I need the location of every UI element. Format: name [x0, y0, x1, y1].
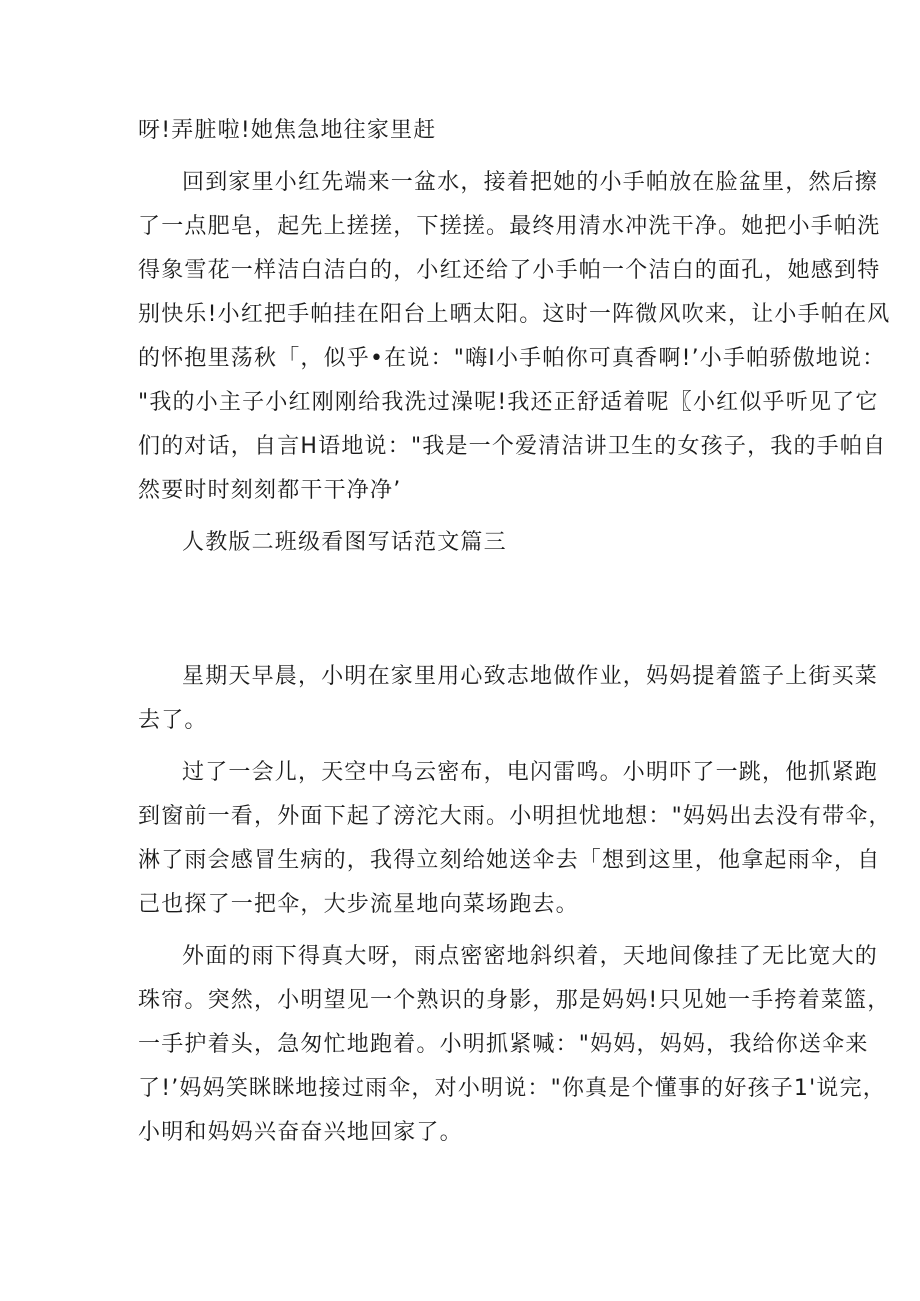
- paragraph-start-line: 外面的雨下得真大呀，雨点密密地斜织着，天地间像挂了无比宽大的: [182, 944, 879, 969]
- text-line: 一手护着头，急匆忙地跑着。小明抓紧喊："妈妈，妈妈，我给你送伞来: [138, 1032, 869, 1057]
- paragraph-start-line: 星期天早晨，小明在家里用心致志地做作业，妈妈提着篮子上街买菜: [182, 664, 879, 689]
- paragraph-start-line: 回到家里小红先端来一盆水，接着把她的小手帕放在脸盆里，然后擦: [182, 170, 879, 195]
- text-line: 珠帘。突然，小明望见一个熟识的身影，那是妈妈!只见她一手挎着菜篮，: [138, 988, 891, 1013]
- text-line: 了!’妈妈笑眯眯地接过雨伞，对小明说："你真是个懂事的好孩子1'说完，: [138, 1076, 886, 1101]
- section-heading: 人教版二班级看图写话范文篇三: [182, 530, 507, 555]
- text-line: 的怀抱里荡秋「，似乎•在说："嗨I小手帕你可真香啊!’小手帕骄傲地说：: [138, 346, 886, 371]
- text-line: 然要时时刻刻都干干净净’: [138, 478, 402, 503]
- text-line: 淋了雨会感冒生病的，我得立刻给她送伞去「想到这里，他拿起雨伞，自: [138, 848, 881, 873]
- text-line: 得象雪花一样洁白洁白的，小红还给了小手帕一个洁白的面孔，她感到特: [138, 258, 881, 283]
- text-line: 呀!弄脏啦!她焦急地往家里赶: [138, 118, 437, 143]
- paragraph-start-line: 过了一会儿，天空中乌云密布，电闪雷鸣。小明吓了一跳，他抓紧跑: [182, 760, 879, 785]
- text-line: 别快乐!小红把手帕挂在阳台上晒太阳。这时一阵微风吹来，让小手帕在风: [138, 302, 891, 327]
- text-line: 去了。: [138, 708, 208, 733]
- text-line: "我的小主子小红刚刚给我洗过澡呢!我还正舒适着呢〖小红似乎听见了它: [138, 390, 879, 415]
- text-line: 们的对话，自言H语地说："我是一个爱清洁讲卫生的女孩子，我的手帕自: [138, 434, 887, 459]
- text-line: 己也探了一把伞，大步流星地向菜场跑去。: [138, 892, 579, 917]
- text-line: 了一点肥皂，起先上搓搓，下搓搓。最终用清水冲洗干净。她把小手帕洗: [138, 214, 881, 239]
- text-line: 到窗前一看，外面下起了滂沱大雨。小明担忧地想："妈妈出去没有带伞，: [138, 804, 892, 829]
- text-line: 小明和妈妈兴奋奋兴地回家了。: [138, 1120, 463, 1145]
